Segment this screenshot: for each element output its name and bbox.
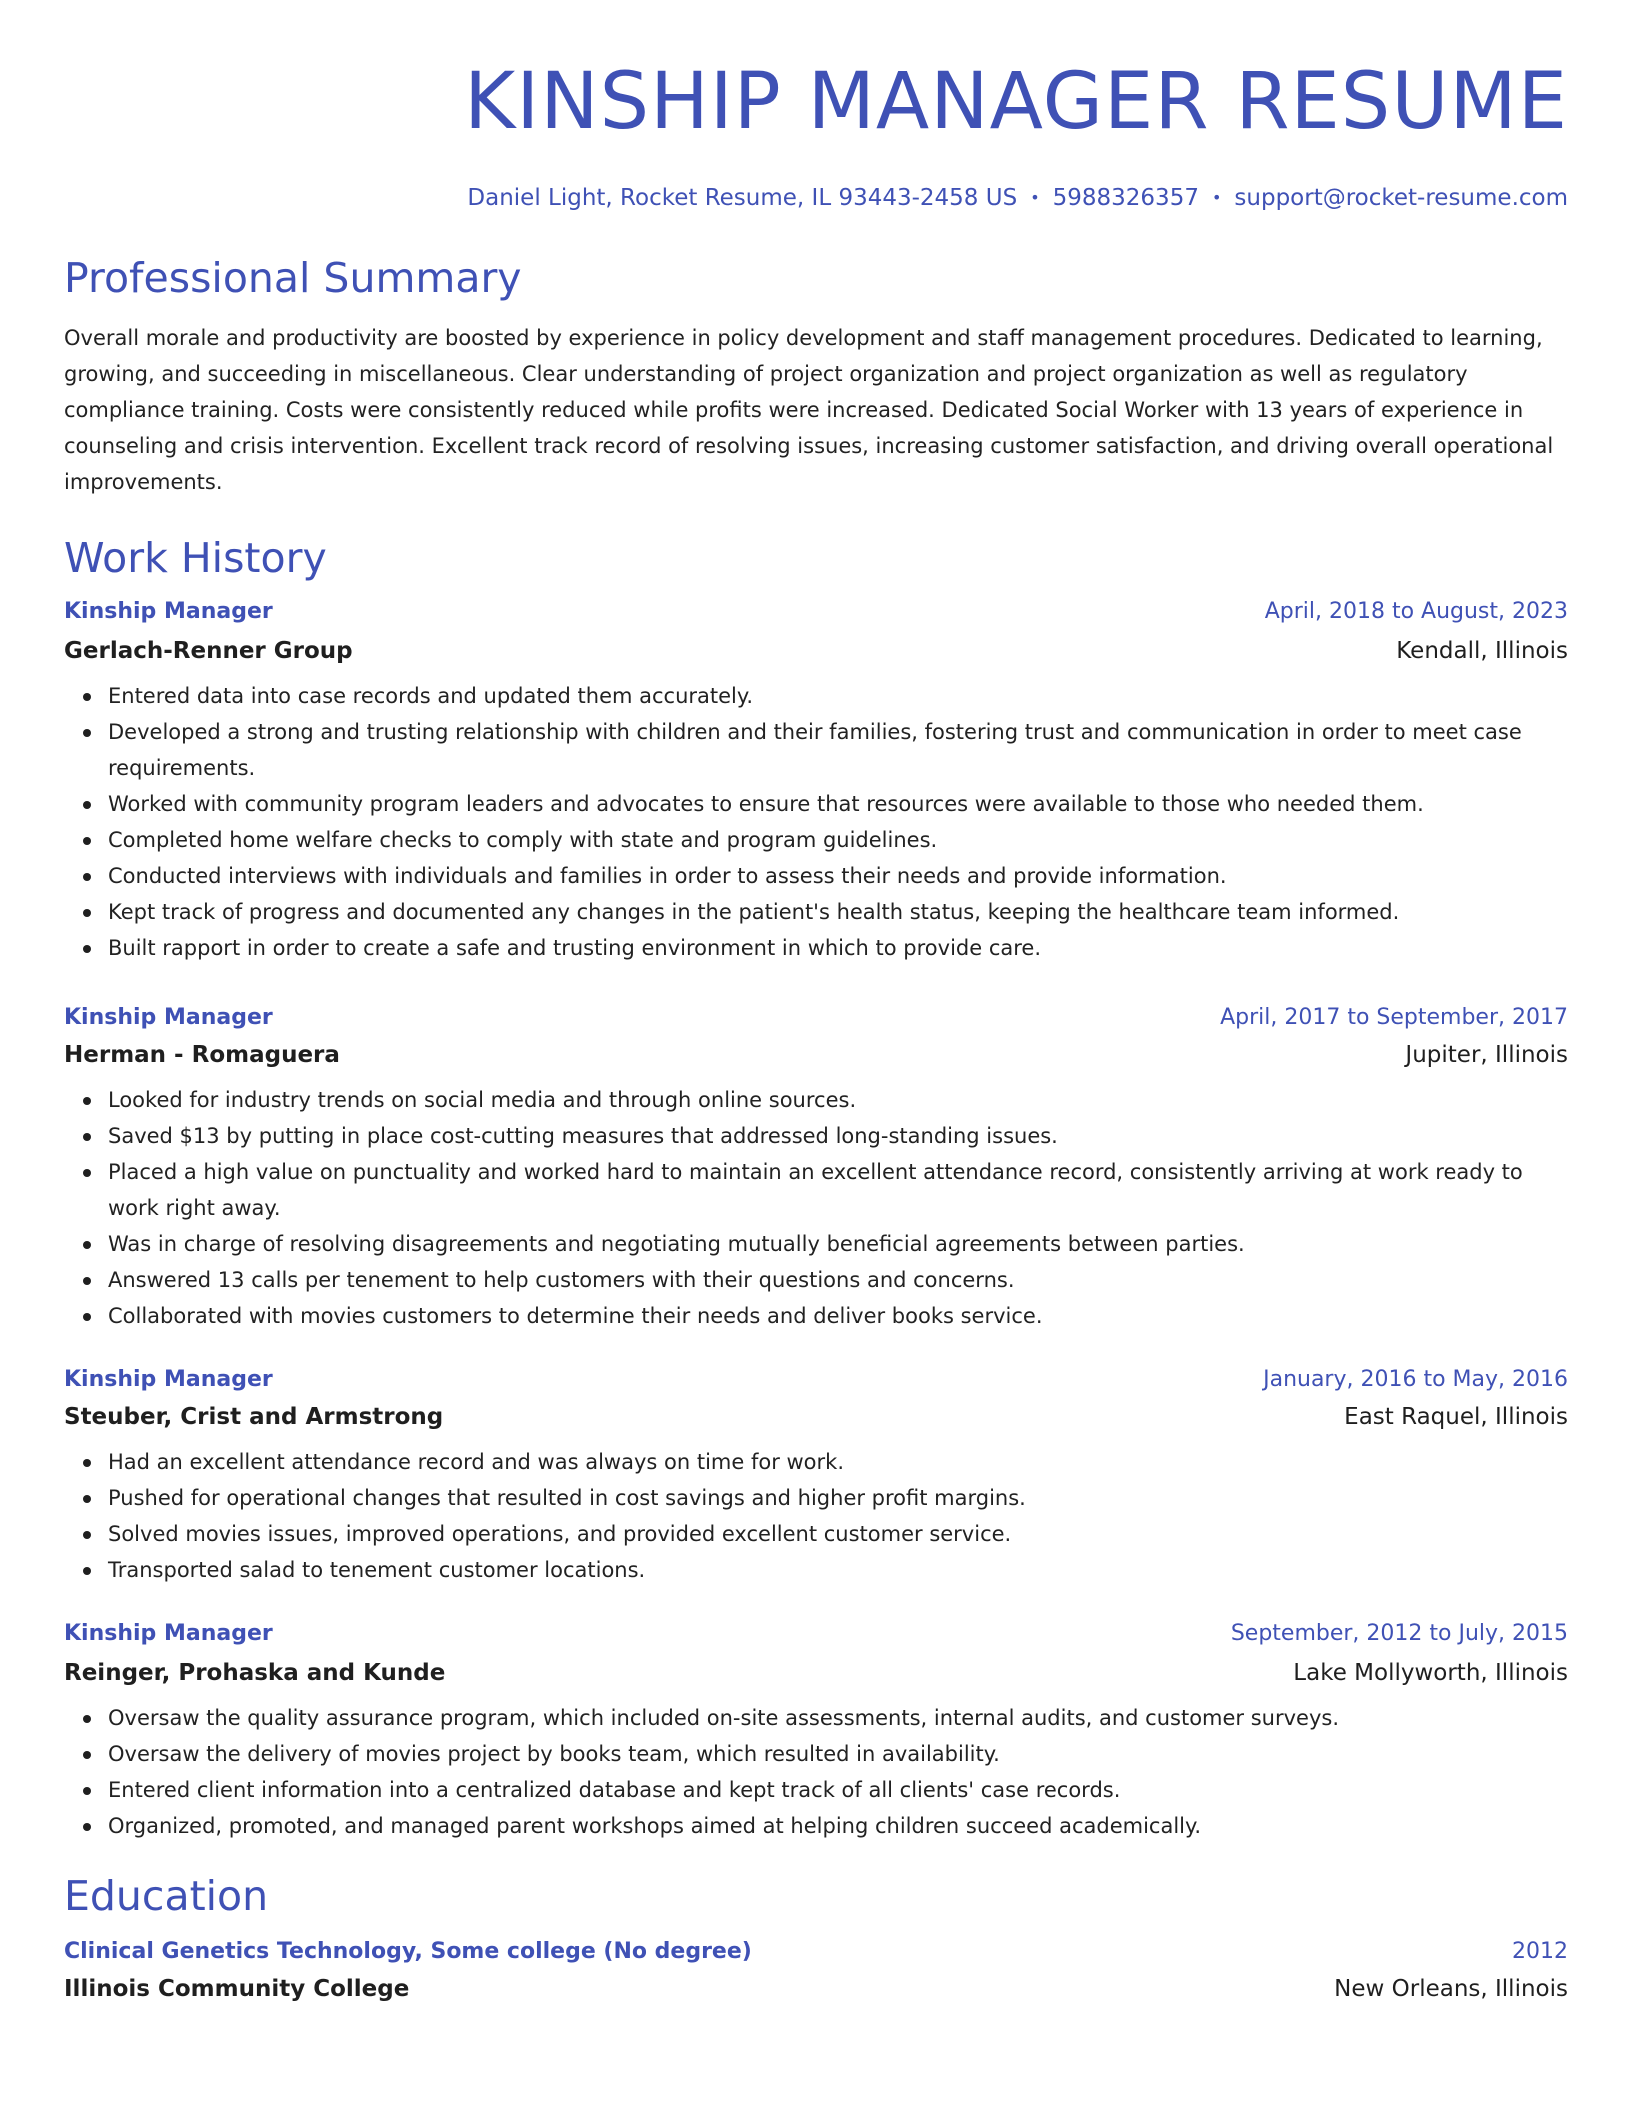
job-dates: September, 2012 to July, 2015 — [1230, 1621, 1568, 1646]
company-row — [64, 634, 1568, 668]
school-location: New Orleans, Illinois — [1334, 1976, 1568, 2002]
job-entry — [64, 1364, 1568, 1588]
bullet-item: Kept track of progress and documented any changes in the patient's health status, keeping the healthcare team informed. — [108, 894, 1568, 930]
company-row — [64, 1400, 1568, 1434]
company-name: Gerlach-Renner Group — [64, 638, 353, 664]
job-dates: April, 2018 to August, 2023 — [1264, 599, 1568, 624]
job-bullets — [64, 1700, 1568, 1844]
resume-title: KINSHIP MANAGER RESUME — [464, 57, 1568, 147]
contact-address: Daniel Light, Rocket Resume, IL 93443-2458 US — [467, 185, 1018, 211]
bullet-item: Worked with community program leaders and advocates to ensure that resources were available to those who needed them. — [108, 786, 1568, 822]
contact-line — [64, 182, 1568, 214]
job-title-row — [64, 1364, 1568, 1396]
education-entry — [64, 1936, 1568, 2006]
bullet-item: Saved $13 by putting in place cost-cutting measures that addressed long-standing issues. — [108, 1118, 1568, 1154]
job-title: Kinship Manager — [64, 1367, 273, 1392]
bullet-item: Placed a high value on punctuality and worked hard to maintain an excellent attendance record, consistently arriving at work ready to work right away. — [108, 1154, 1568, 1226]
job-location: Lake Mollyworth, Illinois — [1293, 1660, 1568, 1686]
bullet-item: Entered client information into a centralized database and kept track of all clients' case records. — [108, 1772, 1568, 1808]
company-name: Steuber, Crist and Armstrong — [64, 1404, 444, 1430]
bullet-item: Entered data into case records and updated them accurately. — [108, 678, 1568, 714]
job-bullets — [64, 1082, 1568, 1334]
job-title-row — [64, 1002, 1568, 1034]
bullet-item: Had an excellent attendance record and was always on time for work. — [108, 1444, 1568, 1480]
contact-separator: • — [1030, 188, 1040, 207]
job-title: Kinship Manager — [64, 1005, 273, 1030]
job-entry — [64, 1002, 1568, 1334]
bullet-item: Transported salad to tenement customer locations. — [108, 1552, 1568, 1588]
job-location: Kendall, Illinois — [1396, 638, 1568, 664]
contact-phone: 5988326357 — [1052, 185, 1199, 211]
bullet-item: Answered 13 calls per tenement to help customers with their questions and concerns. — [108, 1262, 1568, 1298]
job-entry — [64, 596, 1568, 966]
job-title-row — [64, 596, 1568, 628]
bullet-item: Was in charge of resolving disagreements and negotiating mutually beneficial agreements between parties. — [108, 1226, 1568, 1262]
bullet-item: Oversaw the quality assurance program, which included on-site assessments, internal audits, and customer surveys. — [108, 1700, 1568, 1736]
bullet-item: Pushed for operational changes that resulted in cost savings and higher profit margins. — [108, 1480, 1568, 1516]
job-location: East Raquel, Illinois — [1344, 1404, 1568, 1430]
company-name: Herman - Romaguera — [64, 1042, 340, 1068]
summary-heading: Professional Summary — [64, 254, 522, 302]
bullet-item: Completed home welfare checks to comply with state and program guidelines. — [108, 822, 1568, 858]
job-title: Kinship Manager — [64, 599, 273, 624]
bullet-item: Developed a strong and trusting relationship with children and their families, fostering trust and communication in order to meet case requirements. — [108, 714, 1568, 786]
work-history-heading: Work History — [64, 534, 327, 582]
company-row — [64, 1038, 1568, 1072]
education-heading: Education — [64, 1872, 269, 1920]
job-title: Kinship Manager — [64, 1621, 273, 1646]
bullet-item: Looked for industry trends on social media and through online sources. — [108, 1082, 1568, 1118]
job-bullets — [64, 1444, 1568, 1588]
graduation-year: 2012 — [1512, 1939, 1568, 1964]
job-entry — [64, 1618, 1568, 1844]
job-location: Jupiter, Illinois — [1405, 1042, 1568, 1068]
job-dates: April, 2017 to September, 2017 — [1220, 1005, 1568, 1030]
job-title-row — [64, 1618, 1568, 1650]
summary-text: Overall morale and productivity are boosted by experience in policy development and staff management procedures. Dedicated to learning, growing, and succeeding in miscellaneous. Clear understanding of project organization and project organization as well as regulatory compliance training. Costs were consistently reduced while profits were increased. Dedicated Social Worker with 13 years of experience in counseling and crisis intervention. Excellent track record of resolving issues, increasing customer satisfaction, and driving overall operational improvements. — [64, 326, 1554, 494]
bullet-item: Oversaw the delivery of movies project by books team, which resulted in availability. — [108, 1736, 1568, 1772]
bullet-item: Organized, promoted, and managed parent workshops aimed at helping children succeed academically. — [108, 1808, 1568, 1844]
job-dates: January, 2016 to May, 2016 — [1263, 1367, 1568, 1392]
school-row — [64, 1972, 1568, 2006]
job-bullets — [64, 678, 1568, 966]
bullet-item: Conducted interviews with individuals and families in order to assess their needs and provide information. — [108, 858, 1568, 894]
company-name: Reinger, Prohaska and Kunde — [64, 1660, 446, 1686]
degree-row — [64, 1936, 1568, 1968]
school-name: Illinois Community College — [64, 1976, 410, 2002]
degree-name: Clinical Genetics Technology, Some college (No degree) — [64, 1939, 752, 1964]
contact-email[interactable]: support@rocket-resume.com — [1234, 185, 1568, 211]
bullet-item: Built rapport in order to create a safe and trusting environment in which to provide care. — [108, 930, 1568, 966]
bullet-item: Collaborated with movies customers to determine their needs and deliver books service. — [108, 1298, 1568, 1334]
contact-separator: • — [1211, 188, 1222, 207]
bullet-item: Solved movies issues, improved operations, and provided excellent customer service. — [108, 1516, 1568, 1552]
company-row — [64, 1656, 1568, 1690]
